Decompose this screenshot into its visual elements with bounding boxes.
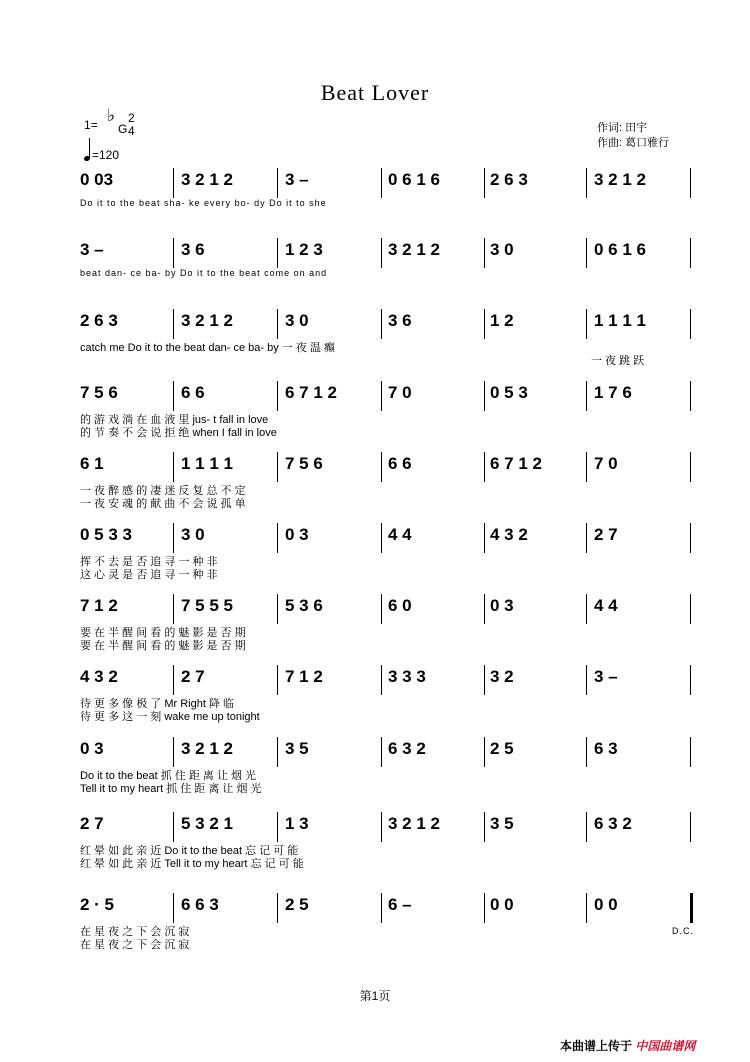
barline <box>484 812 485 842</box>
lyrics-line-2: 红 晕 如 此 亲 近 Tell it to my heart 忘 记 可 能 <box>80 858 304 870</box>
measure-notes: 3 – <box>80 240 104 259</box>
lyrics-line-1: 要 在 半 醒 间 看 的 魅 影 是 否 期 <box>80 627 246 639</box>
measure-notes: 0 0 <box>594 895 618 914</box>
measure-notes: 0 3 <box>490 596 514 615</box>
barline <box>586 737 587 767</box>
measure-notes: 6 6 <box>181 383 205 402</box>
measure-notes: 3 6 <box>388 311 412 330</box>
barline <box>173 665 174 695</box>
final-barline <box>690 893 693 923</box>
lyrics-line-1: 挥 不 去 是 否 追 寻 一 种 非 <box>80 556 218 568</box>
barline <box>690 737 691 767</box>
measure-notes: 3 2 1 2 <box>388 814 440 833</box>
lyrics-line-2: 一 夜 跳 跃 <box>591 355 645 367</box>
barline <box>690 594 691 624</box>
measure-notes: 3 2 <box>490 667 514 686</box>
key-signature <box>84 106 135 138</box>
measure-notes: 6 0 <box>388 596 412 615</box>
measure-notes: 6 6 <box>388 454 412 473</box>
barline <box>173 737 174 767</box>
lyrics-line-1: catch me Do it to the beat dan- ce ba- by 一 夜 温 癫 <box>80 342 335 354</box>
measure-notes: 3 – <box>594 667 618 686</box>
barline <box>173 309 174 339</box>
quarter-note-head <box>83 155 90 162</box>
lyrics-line-1: 的 游 戏 淌 在 血 液 里 jus- t fall in love <box>80 414 269 426</box>
measure-notes: 6 7 1 2 <box>285 383 337 402</box>
tempo-value: =120 <box>92 148 120 162</box>
measure-notes: 3 2 1 2 <box>388 240 440 259</box>
measure-notes: 4 4 <box>594 596 618 615</box>
barline <box>586 168 587 198</box>
barline <box>484 665 485 695</box>
measure-notes: 3 0 <box>181 525 205 544</box>
measure-notes: 0 5 3 <box>490 383 528 402</box>
measure-notes: 6 3 <box>594 739 618 758</box>
barline <box>173 812 174 842</box>
measure-notes: 7 0 <box>594 454 618 473</box>
measure-notes: 2 7 <box>181 667 205 686</box>
measure-notes: 2 · 5 <box>80 895 115 914</box>
barline <box>381 452 382 482</box>
barline <box>277 238 278 268</box>
lyrics-line-2: 一 夜 安 魂 的 献 曲 不 会 说 孤 单 <box>80 498 246 510</box>
ending-mark: D.C. <box>672 926 694 936</box>
measure-notes: 3 2 1 2 <box>594 170 646 189</box>
barline <box>586 594 587 624</box>
measure-notes: 1 2 3 <box>285 240 323 259</box>
measure-notes: 7 5 6 <box>285 454 323 473</box>
barline <box>173 238 174 268</box>
barline <box>484 309 485 339</box>
page-number: 第1页 <box>359 989 391 1003</box>
measure-notes: 0 3 <box>80 739 104 758</box>
barline <box>690 523 691 553</box>
barline <box>690 665 691 695</box>
barline <box>381 665 382 695</box>
barline <box>690 381 691 411</box>
barline <box>173 893 174 923</box>
measure-notes: 7 5 5 5 <box>181 596 233 615</box>
barline <box>381 238 382 268</box>
quarter-note-icon <box>89 138 90 158</box>
measure-notes: 7 1 2 <box>80 596 118 615</box>
measure-notes: 4 3 2 <box>490 525 528 544</box>
time-top: 2 <box>128 111 135 125</box>
measure-notes: 1 2 <box>490 311 514 330</box>
measure-notes: 0 5 3 3 <box>80 525 132 544</box>
barline <box>173 594 174 624</box>
lyrics-line-1: beat dan- ce ba- by Do it to the beat come on and <box>80 268 328 278</box>
measure-notes: 4 3 2 <box>80 667 118 686</box>
barline <box>690 309 691 339</box>
barline <box>484 523 485 553</box>
measure-notes: 0 6 1 6 <box>388 170 440 189</box>
measure-notes: 3 – <box>285 170 309 189</box>
barline <box>277 452 278 482</box>
barline <box>173 452 174 482</box>
barline <box>173 381 174 411</box>
measure-notes: 4 4 <box>388 525 412 544</box>
flat-icon: ♭ <box>107 106 116 126</box>
measure-notes: 0 03 <box>80 170 114 189</box>
barline <box>484 452 485 482</box>
measure-notes: 1 7 6 <box>594 383 632 402</box>
measure-notes: 2 5 <box>285 895 309 914</box>
measure-notes: 2 6 3 <box>80 311 118 330</box>
barline <box>277 893 278 923</box>
barline <box>173 168 174 198</box>
measure-notes: 2 7 <box>80 814 104 833</box>
measure-notes: 6 1 <box>80 454 104 473</box>
measure-notes: 3 6 <box>181 240 205 259</box>
barline <box>277 594 278 624</box>
measure-notes: 2 6 3 <box>490 170 528 189</box>
footer <box>560 1037 695 1054</box>
barline <box>690 812 691 842</box>
barline <box>381 523 382 553</box>
measure-notes: 3 2 1 2 <box>181 311 233 330</box>
barline <box>381 309 382 339</box>
measure-notes: 6 7 1 2 <box>490 454 542 473</box>
barline <box>586 452 587 482</box>
barline <box>484 168 485 198</box>
barline <box>484 893 485 923</box>
lyricist: 作词: 田宇 <box>597 122 648 134</box>
lyrics-line-2: 的 节 奏 不 会 说 拒 绝 when I fall in love <box>80 427 277 439</box>
lyrics-line-1: 红 晕 如 此 亲 近 Do it to the beat 忘 记 可 能 <box>80 845 299 857</box>
lyrics-line-1: 待 更 多 像 极 了 Mr Right 降 临 <box>80 698 235 710</box>
barline <box>381 893 382 923</box>
measure-notes: 0 0 <box>490 895 514 914</box>
barline <box>586 665 587 695</box>
time-bottom: 4 <box>128 124 135 138</box>
key-prefix: 1= <box>84 118 98 132</box>
barline <box>381 168 382 198</box>
barline <box>586 893 587 923</box>
barline <box>484 381 485 411</box>
measure-notes: 7 5 6 <box>80 383 118 402</box>
lyrics-line-1: Do it to the beat sha- ke every bo- dy Do it to she <box>80 198 327 208</box>
measure-notes: 5 3 2 1 <box>181 814 233 833</box>
time-signature <box>128 112 135 138</box>
measure-notes: 7 0 <box>388 383 412 402</box>
barline <box>690 452 691 482</box>
measure-notes: 1 1 1 1 <box>181 454 233 473</box>
credits <box>597 121 669 151</box>
measure-notes: 3 5 <box>490 814 514 833</box>
lyrics-line-2: 要 在 半 醒 间 看 的 魅 影 是 否 期 <box>80 640 246 652</box>
key-note: G <box>118 122 128 136</box>
barline <box>277 812 278 842</box>
barline <box>484 594 485 624</box>
barline <box>484 737 485 767</box>
lyrics-line-2: Tell it to my heart 抓 住 距 离 让 烟 光 <box>80 783 262 795</box>
measure-notes: 6 3 2 <box>594 814 632 833</box>
measure-notes: 3 2 1 2 <box>181 739 233 758</box>
lyrics-line-2: 在 星 夜 之 下 会 沉 寂 <box>80 939 190 951</box>
barline <box>277 737 278 767</box>
barline <box>586 381 587 411</box>
lyrics-line-1: Do it to the beat 抓 住 距 离 让 烟 光 <box>80 770 257 782</box>
measure-notes: 3 2 1 2 <box>181 170 233 189</box>
lyrics-line-2: 待 更 多 这 一 刻 wake me up tonight <box>80 711 260 723</box>
site-logo: 中国曲谱网 <box>635 1039 696 1053</box>
composer: 作曲: 葛口雅行 <box>597 137 670 149</box>
barline <box>690 238 691 268</box>
barline <box>586 812 587 842</box>
measure-notes: 5 3 6 <box>285 596 323 615</box>
barline <box>381 594 382 624</box>
measure-notes: 6 3 2 <box>388 739 426 758</box>
measure-notes: 6 6 3 <box>181 895 219 914</box>
footer-text: 本曲谱上传于 <box>560 1039 633 1053</box>
barline <box>173 523 174 553</box>
measure-notes: 2 5 <box>490 739 514 758</box>
measure-notes: 3 3 3 <box>388 667 426 686</box>
lyrics-line-2: 这 心 灵 是 否 追 寻 一 种 非 <box>80 569 218 581</box>
barline <box>381 812 382 842</box>
barline <box>277 665 278 695</box>
lyrics-line-1: 在 星 夜 之 下 会 沉 寂 <box>80 926 190 938</box>
barline <box>381 381 382 411</box>
measure-notes: 0 6 1 6 <box>594 240 646 259</box>
barline <box>277 309 278 339</box>
measure-notes: 7 1 2 <box>285 667 323 686</box>
measure-notes: 3 0 <box>285 311 309 330</box>
lyrics-line-1: 一 夜 醉 感 的 凄 迷 反 复 总 不 定 <box>80 485 246 497</box>
measure-notes: 3 5 <box>285 739 309 758</box>
barline <box>690 168 691 198</box>
measure-notes: 6 – <box>388 895 412 914</box>
measure-notes: 1 3 <box>285 814 309 833</box>
measure-notes: 2 7 <box>594 525 618 544</box>
barline <box>484 238 485 268</box>
barline <box>586 523 587 553</box>
barline <box>381 737 382 767</box>
measure-notes: 0 3 <box>285 525 309 544</box>
measure-notes: 1 1 1 1 <box>594 311 646 330</box>
measure-notes: 3 0 <box>490 240 514 259</box>
barline <box>277 381 278 411</box>
barline <box>586 238 587 268</box>
song-title: Beat Lover <box>320 80 430 105</box>
barline <box>277 168 278 198</box>
barline <box>586 309 587 339</box>
barline <box>277 523 278 553</box>
